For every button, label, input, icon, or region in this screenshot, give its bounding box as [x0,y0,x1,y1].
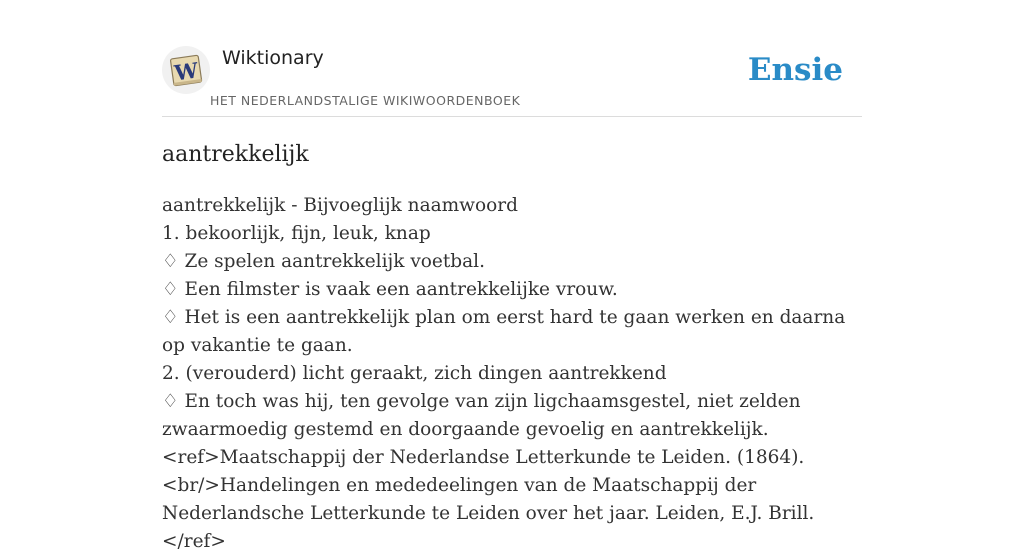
entry-line: ♢ En toch was hij, ten gevolge van zijn ligchaamsgestel, niet zelden zwaarmoedig gestemd en doorgaande gevoelig en aantrekkelijk.<ref>Maatschappij der Nederlandse Letterkunde te Leiden. (1864).<br/>Handelingen en mededeelingen van de Maatschappij der Nederlandsche Letterkunde te Leiden over het jaar. Leiden, E.J. Brill.</ref> [162,391,815,552]
entry-body [162,192,872,556]
entry-line: 1. bekoorlijk, fijn, leuk, knap [162,223,431,244]
logo-letter: W [172,57,200,86]
entry-line: ♢ Het is een aantrekkelijk plan om eerst hard te gaan werken en daarna op vakantie te gaan. [162,307,846,356]
brand-logo-text[interactable]: Ensie [747,52,843,88]
header [162,0,862,117]
entry-line: ♢ Een filmster is vaak een aantrekkelijke vrouw. [162,279,618,300]
entry-line: 2. (verouderd) licht geraakt, zich dingen aantrekkend [162,363,667,384]
logo-graphic [162,46,210,94]
site-name[interactable]: Wiktionary [222,47,324,69]
entry-line: ♢ Ze spelen aantrekkelijk voetbal. [162,251,485,272]
page-title: aantrekkelijk [162,142,309,167]
site-tagline: HET NEDERLANDSTALIGE WIKIWOORDENBOEK [210,93,521,108]
wiktionary-logo-icon[interactable] [162,46,210,94]
entry-line: aantrekkelijk - Bijvoeglijk naamwoord [162,195,518,216]
